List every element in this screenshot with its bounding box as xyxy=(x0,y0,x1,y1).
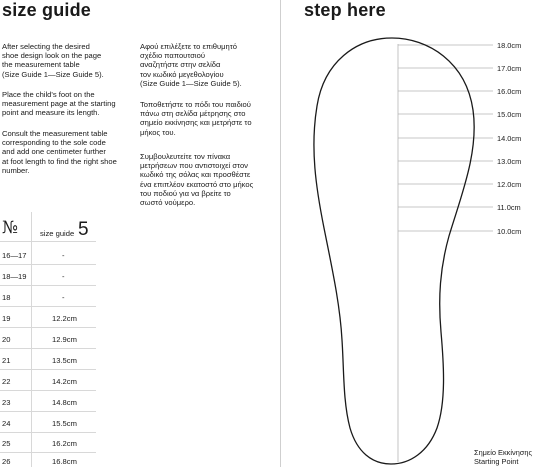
ruler-label-18cm: 18.0cm xyxy=(497,41,522,50)
table-row xyxy=(0,371,96,391)
ruler-label-12cm: 12.0cm xyxy=(497,180,522,189)
table-row xyxy=(0,266,96,286)
shoe-size-cell: 21 xyxy=(2,356,11,365)
shoe-size-cell: 20 xyxy=(2,335,11,344)
foot-length-cell: 16.2cm xyxy=(52,439,77,448)
ruler-label-11cm: 11.0cm xyxy=(497,203,521,212)
instruction-en-2: Place the child's foot on the measurement page at the starting point and measure its length. xyxy=(2,90,116,118)
table-row xyxy=(0,329,96,349)
table-row xyxy=(0,287,96,307)
table-row xyxy=(0,350,96,370)
shoe-size-cell: 26 xyxy=(2,457,11,466)
table-row xyxy=(0,433,96,453)
shoe-size-cell: 23 xyxy=(2,398,11,407)
page-fold-divider xyxy=(280,0,281,467)
ruler-lines xyxy=(398,44,493,462)
right-page-title: step here xyxy=(304,0,386,20)
shoe-size-cell: 16—17 xyxy=(2,251,27,260)
foot-length-cell: 16.8cm xyxy=(52,457,77,466)
table-header-guide-number: 5 xyxy=(78,219,89,240)
table-row xyxy=(0,308,96,328)
table-header-size-guide: size guide xyxy=(40,229,75,238)
instruction-el-3: Συμβουλευτείτε τον πίνακα μετρήσεων που αντιστοιχεί στον κωδικό της σόλας και προσθέστε ένα επιπλέον εκατοστό στο μήκος του ποδιού για να βρείτε το σωστό νούμερο. xyxy=(140,152,254,208)
foot-length-cell: 14.8cm xyxy=(52,398,77,407)
ruler-label-14cm: 14.0cm xyxy=(497,134,522,143)
instruction-en-3: Consult the measurement table corresponding to the sole code and add one centimeter further at foot length to find the right shoe number. xyxy=(2,129,117,175)
table-row xyxy=(0,413,96,433)
shoe-size-cell: 18—19 xyxy=(2,272,27,281)
shoe-size-cell: 19 xyxy=(2,314,11,323)
foot-length-cell: 15.5cm xyxy=(52,419,77,428)
shoe-size-cell: 24 xyxy=(2,419,11,428)
left-page-title: size guide xyxy=(2,0,92,20)
foot-length-cell: 12.9cm xyxy=(52,335,77,344)
instruction-en-1: After selecting the desired shoe design look on the page the measurement table (Size Guide 1—Size Guide 5). xyxy=(2,42,104,79)
foot-length-cell: 13.5cm xyxy=(52,356,77,365)
ruler-label-13cm: 13.0cm xyxy=(497,157,522,166)
table-row xyxy=(0,451,96,470)
table-header-rule xyxy=(0,241,96,242)
ruler-label-16cm: 16.0cm xyxy=(497,87,522,96)
ruler-label-10cm: 10.0cm xyxy=(497,227,522,236)
table-row xyxy=(0,392,96,412)
instruction-el-1: Αφού επιλέξετε το επιθυμητό σχέδιο παπουτσιού αναζητήστε στην σελίδα τον κωδικό μεγεθολογίου (Size Guide 1—Size Guide 5). xyxy=(140,42,242,88)
ruler-label-15cm: 15.0cm xyxy=(497,110,522,119)
table-header-number-sign: № xyxy=(2,218,19,238)
shoe-size-cell: 22 xyxy=(2,377,11,386)
footprint-outline xyxy=(314,38,474,464)
shoe-size-cell: 18 xyxy=(2,293,11,302)
starting-point-label: Σημείο Εκκίνησης Starting Point xyxy=(474,448,533,466)
foot-length-cell: 14.2cm xyxy=(52,377,77,386)
foot-length-cell: - xyxy=(62,293,65,302)
shoe-size-cell: 25 xyxy=(2,439,11,448)
foot-length-cell: 12.2cm xyxy=(52,314,77,323)
foot-length-cell: - xyxy=(62,272,65,281)
instruction-el-2: Τοποθετήστε το πόδι του παιδιού πάνω στη σελίδα μέτρησης στο σημείο εκκίνησης και μετρήστε το μήκος του. xyxy=(140,100,252,137)
foot-length-cell: - xyxy=(62,251,65,260)
ruler-label-17cm: 17.0cm xyxy=(497,64,522,73)
table-row xyxy=(0,245,96,265)
